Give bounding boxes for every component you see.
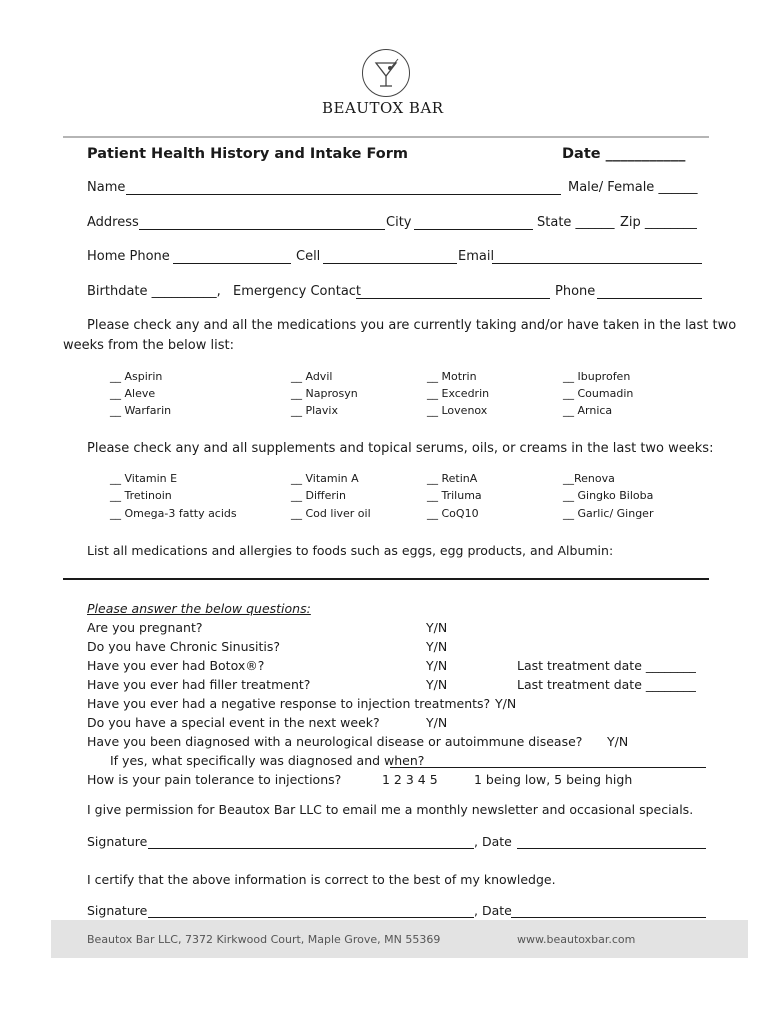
med-checkbox[interactable]: __ Coumadin xyxy=(563,387,634,400)
martini-glass-icon xyxy=(362,49,410,97)
email-label: Email xyxy=(458,249,495,264)
signature-label: Signature xyxy=(87,834,148,849)
footer-website-link[interactable]: www.beautoxbar.com xyxy=(517,933,636,946)
cell-field[interactable] xyxy=(323,263,457,264)
supplement-checkbox[interactable]: __ Vitamin A xyxy=(291,472,359,485)
question-filler: Have you ever had filler treatment? xyxy=(87,677,311,692)
birthdate-label: Birthdate __________, xyxy=(87,284,221,299)
question-diagnosis-followup: If yes, what specifically was diagnosed and when? xyxy=(110,753,425,768)
last-treatment-date[interactable]: Last treatment date ________ xyxy=(517,677,696,692)
med-checkbox[interactable]: __ Warfarin xyxy=(110,404,172,417)
supplement-checkbox[interactable]: __ Omega-3 fatty acids xyxy=(110,507,237,520)
pain-scale[interactable]: 1 2 3 4 5 xyxy=(382,772,438,787)
city-field[interactable] xyxy=(414,229,533,230)
med-checkbox[interactable]: __ Ibuprofen xyxy=(563,370,631,383)
allergies-field-line[interactable] xyxy=(63,578,709,580)
answer-yn[interactable]: Y/N xyxy=(495,696,517,711)
supplement-checkbox[interactable]: __ RetinA xyxy=(427,472,478,485)
city-label: City xyxy=(386,215,412,230)
answer-yn[interactable]: Y/N xyxy=(426,677,448,692)
newsletter-consent: I give permission for Beautox Bar LLC to email me a monthly newsletter and occasional specials. xyxy=(87,802,694,817)
supplement-checkbox[interactable]: __ Cod liver oil xyxy=(291,507,371,520)
brand-name: BEAUTOX BAR xyxy=(322,99,444,117)
med-checkbox[interactable]: __ Motrin xyxy=(427,370,477,383)
med-checkbox[interactable]: __ Arnica xyxy=(563,404,613,417)
state-label: State ______ xyxy=(537,215,615,230)
question-botox: Have you ever had Botox®? xyxy=(87,658,265,673)
home-phone-field[interactable] xyxy=(173,263,291,264)
phone-label: Phone xyxy=(555,284,596,299)
supplement-checkbox[interactable]: __Renova xyxy=(563,472,615,485)
supplement-checkbox[interactable]: __ Triluma xyxy=(427,489,482,502)
signature-date-field[interactable] xyxy=(517,848,706,849)
answer-yn[interactable]: Y/N xyxy=(426,620,448,635)
answer-yn[interactable]: Y/N xyxy=(426,658,448,673)
address-field[interactable] xyxy=(139,229,385,230)
med-checkbox[interactable]: __ Lovenox xyxy=(427,404,488,417)
question-negative-response: Have you ever had a negative response to injection treatments? xyxy=(87,696,491,711)
question-special-event: Do you have a special event in the next week? xyxy=(87,715,380,730)
form-title: Patient Health History and Intake Form xyxy=(87,146,409,162)
emergency-contact-field[interactable] xyxy=(356,298,550,299)
supplement-checkbox[interactable]: __ Differin xyxy=(291,489,346,502)
med-checkbox[interactable]: __ Aspirin xyxy=(110,370,163,383)
signature-field-2[interactable] xyxy=(148,917,474,918)
sex-label: Male/ Female ______ xyxy=(568,180,698,195)
cell-label: Cell xyxy=(296,249,321,264)
answer-yn[interactable]: Y/N xyxy=(607,734,629,749)
question-pregnant: Are you pregnant? xyxy=(87,620,203,635)
allergies-prompt: List all medications and allergies to foods such as eggs, egg products, and Albumin: xyxy=(87,543,614,558)
signature-date-label-2: , Date xyxy=(474,903,512,918)
supplement-checkbox[interactable]: __ Garlic/ Ginger xyxy=(563,507,654,520)
supplement-checkbox[interactable]: __ Tretinoin xyxy=(110,489,172,502)
question-diagnosis: Have you been diagnosed with a neurological disease or autoimmune disease? xyxy=(87,734,583,749)
zip-label: Zip ________ xyxy=(620,215,697,230)
last-treatment-date[interactable]: Last treatment date ________ xyxy=(517,658,696,673)
top-divider xyxy=(63,136,709,138)
med-checkbox[interactable]: __ Advil xyxy=(291,370,333,383)
supplement-checkbox[interactable]: __ Gingko Biloba xyxy=(563,489,654,502)
med-checkbox[interactable]: __ Excedrin xyxy=(427,387,490,400)
date-label: Date ___________ xyxy=(562,146,686,162)
address-label: Address xyxy=(87,215,139,230)
signature-field[interactable] xyxy=(148,848,474,849)
name-label: Name xyxy=(87,180,126,195)
supplement-checkbox[interactable]: __ CoQ10 xyxy=(427,507,479,520)
answer-yn[interactable]: Y/N xyxy=(426,715,448,730)
supplement-checkbox[interactable]: __ Vitamin E xyxy=(110,472,178,485)
signature-date-field-2[interactable] xyxy=(511,917,706,918)
pain-legend: 1 being low, 5 being high xyxy=(474,772,633,787)
emergency-contact-label: Emergency Contact xyxy=(233,284,362,299)
name-field[interactable] xyxy=(126,194,561,195)
phone-field[interactable] xyxy=(597,298,702,299)
diagnosis-details-field[interactable] xyxy=(390,767,706,768)
home-phone-label: Home Phone xyxy=(87,249,170,264)
supplements-intro: Please check any and all supplements and topical serums, oils, or creams in the last two weeks: xyxy=(87,441,714,456)
footer-address: Beautox Bar LLC, 7372 Kirkwood Court, Maple Grove, MN 55369 xyxy=(87,933,441,946)
answer-yn[interactable]: Y/N xyxy=(426,639,448,654)
med-checkbox[interactable]: __ Aleve xyxy=(110,387,156,400)
question-sinusitis: Do you have Chronic Sinusitis? xyxy=(87,639,280,654)
med-checkbox[interactable]: __ Plavix xyxy=(291,404,339,417)
signature-date-label: , Date xyxy=(474,834,512,849)
question-pain: How is your pain tolerance to injections? xyxy=(87,772,342,787)
questions-heading: Please answer the below questions: xyxy=(87,601,311,616)
medications-intro-1: Please check any and all the medications you are currently taking and/or have taken in the last two xyxy=(87,318,737,333)
certify-statement: I certify that the above information is correct to the best of my knowledge. xyxy=(87,872,556,887)
email-field[interactable] xyxy=(492,263,702,264)
med-checkbox[interactable]: __ Naprosyn xyxy=(291,387,358,400)
signature-label-2: Signature xyxy=(87,903,148,918)
medications-intro-2: weeks from the below list: xyxy=(63,338,234,353)
